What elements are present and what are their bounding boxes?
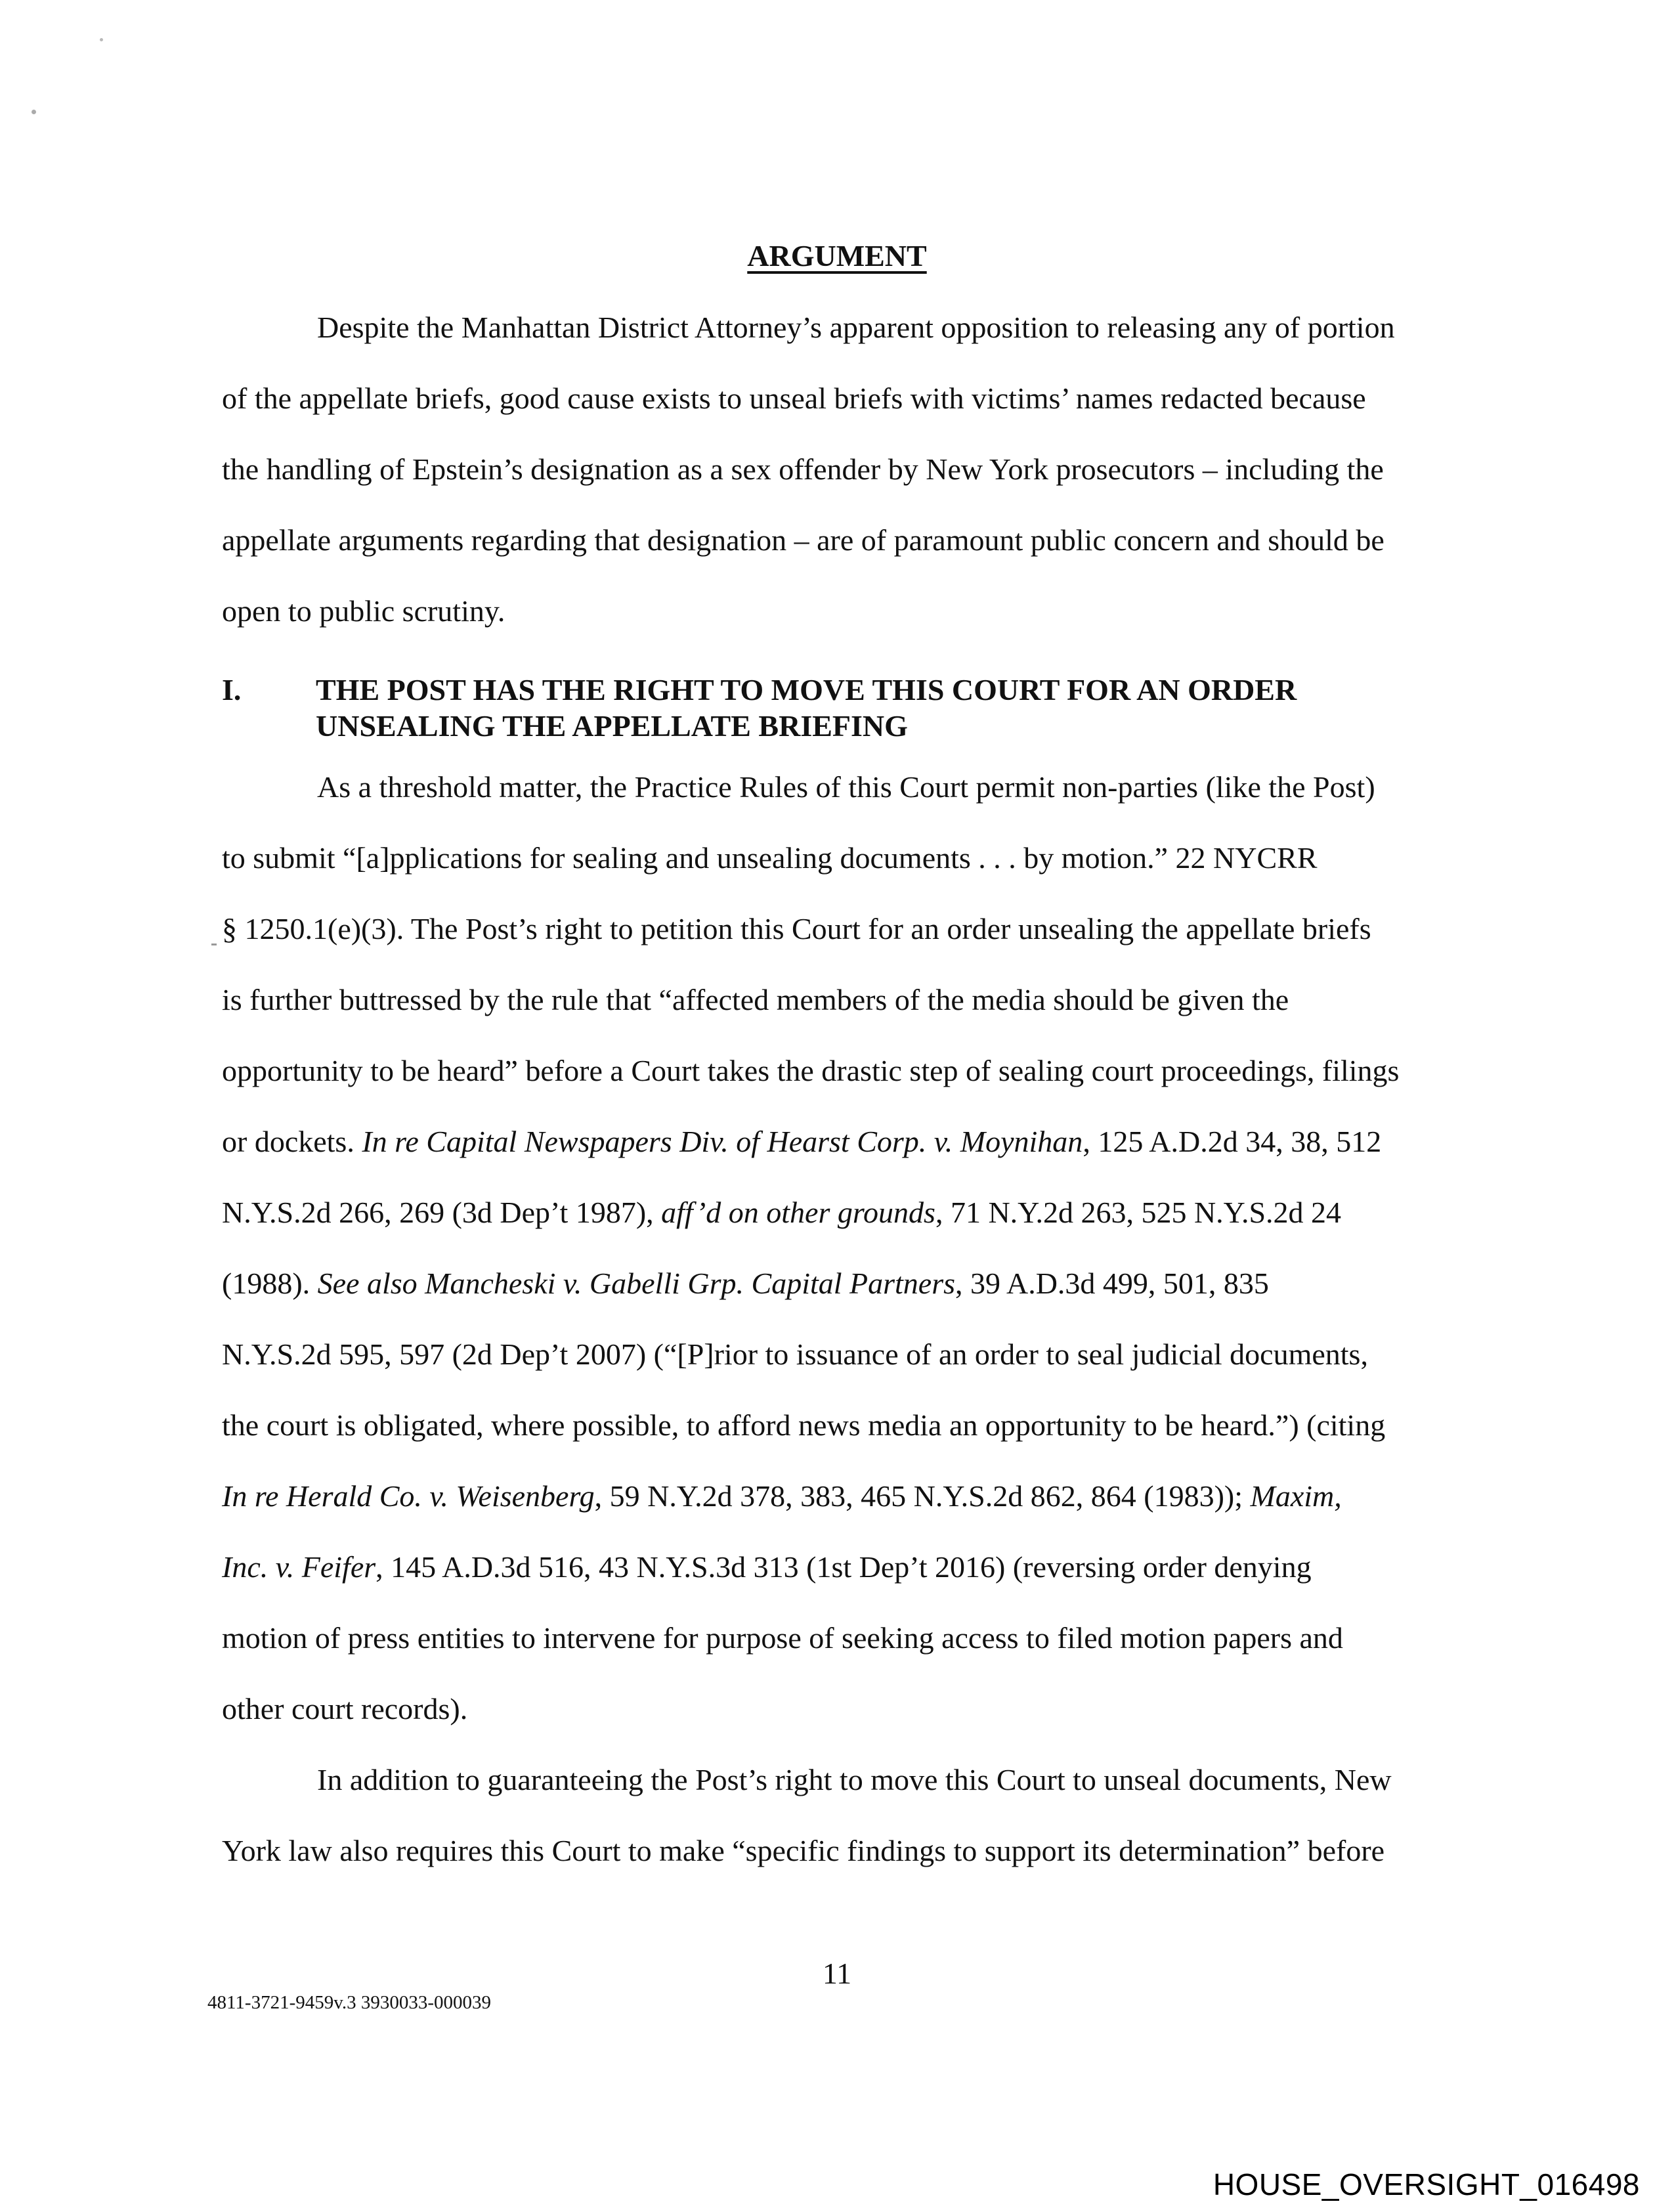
text-run: , 125 A.D.2d 34, 38, 512 [1083, 1125, 1382, 1158]
page-number: 11 [822, 1957, 852, 1990]
heading-line: UNSEALING THE APPELLATE BRIEFING [316, 709, 908, 743]
text-line: the court is obligated, where possible, to afford news media an opportunity to be heard.”) (citing [222, 1408, 1386, 1442]
case-citation: aff’d on other grounds [661, 1196, 935, 1229]
text-line: other court records). [222, 1692, 468, 1725]
text-run: , 71 N.Y.2d 263, 525 N.Y.S.2d 24 [935, 1196, 1342, 1229]
heading-line: THE POST HAS THE RIGHT TO MOVE THIS COURT FOR AN ORDER [316, 673, 1297, 706]
text-run: , 59 N.Y.2d 378, 383, 465 N.Y.S.2d 862, 864 (1983)); [594, 1479, 1251, 1513]
scan-mark [211, 943, 217, 945]
case-citation: In re Capital Newspapers Div. of Hearst Corp. v. Moynihan [362, 1125, 1083, 1158]
case-citation: In re Herald Co. v. Weisenberg [222, 1479, 595, 1513]
text-line: the handling of Epstein’s designation as a sex offender by New York prosecutors – including the [222, 452, 1384, 486]
text-line: appellate arguments regarding that designation – are of paramount public concern and should be [222, 523, 1384, 557]
text-line: to submit “[a]pplications for sealing and unsealing documents . . . by motion.” 22 NYCRR [222, 841, 1318, 875]
text-line: opportunity to be heard” before a Court takes the drastic step of sealing court proceedings, filings [222, 1054, 1400, 1087]
text-line: N.Y.S.2d 595, 597 (2d Dep’t 2007) (“[P]rior to issuance of an order to seal judicial documents, [222, 1337, 1368, 1371]
text-run: or dockets. [222, 1125, 362, 1158]
text-line: open to public scrutiny. [222, 594, 505, 628]
text-line: of the appellate briefs, good cause exists to unseal briefs with victims’ names redacted because [222, 381, 1366, 415]
text-line: is further buttressed by the rule that “affected members of the media should be given the [222, 983, 1289, 1016]
text-run: , 145 A.D.3d 516, 43 N.Y.S.3d 313 (1st Dep’t 2016) (reversing order denying [376, 1550, 1312, 1584]
text-line [222, 1123, 1381, 1160]
text-line [222, 1265, 1269, 1302]
text-line: As a threshold matter, the Practice Rules of this Court permit non-parties (like the Post) [317, 770, 1375, 804]
case-citation: See also Mancheski v. Gabelli Grp. Capital Partners [317, 1267, 956, 1300]
document-id: 4811-3721-9459v.3 3930033-000039 [207, 1992, 492, 2013]
case-citation: Maxim, [1250, 1479, 1342, 1513]
section-title [0, 238, 1674, 274]
text-line [222, 1194, 1341, 1231]
text-line: § 1250.1(e)(3). The Post’s right to petition this Court for an order unsealing the appellate briefs [222, 912, 1371, 945]
text-line: Despite the Manhattan District Attorney’s apparent opposition to releasing any of portion [317, 311, 1395, 344]
case-citation: Inc. v. Feifer [222, 1550, 376, 1584]
text-line: York law also requires this Court to make “specific findings to support its determination” before [222, 1834, 1385, 1867]
text-line [222, 1478, 1342, 1515]
text-line: motion of press entities to intervene for purpose of seeking access to filed motion papers and [222, 1621, 1343, 1655]
scan-speck [32, 110, 36, 114]
section-title-text: ARGUMENT [747, 239, 927, 272]
text-line: In addition to guaranteeing the Post’s right to move this Court to unseal documents, New [317, 1763, 1392, 1796]
text-run: N.Y.S.2d 266, 269 (3d Dep’t 1987), [222, 1196, 662, 1229]
text-run: (1988). [222, 1267, 318, 1300]
bates-stamp: HOUSE_OVERSIGHT_016498 [1213, 2167, 1640, 2201]
text-run: , 39 A.D.3d 499, 501, 835 [955, 1267, 1269, 1300]
scan-speck [100, 38, 103, 41]
heading-number: I. [222, 673, 242, 706]
text-line [222, 1549, 1312, 1586]
